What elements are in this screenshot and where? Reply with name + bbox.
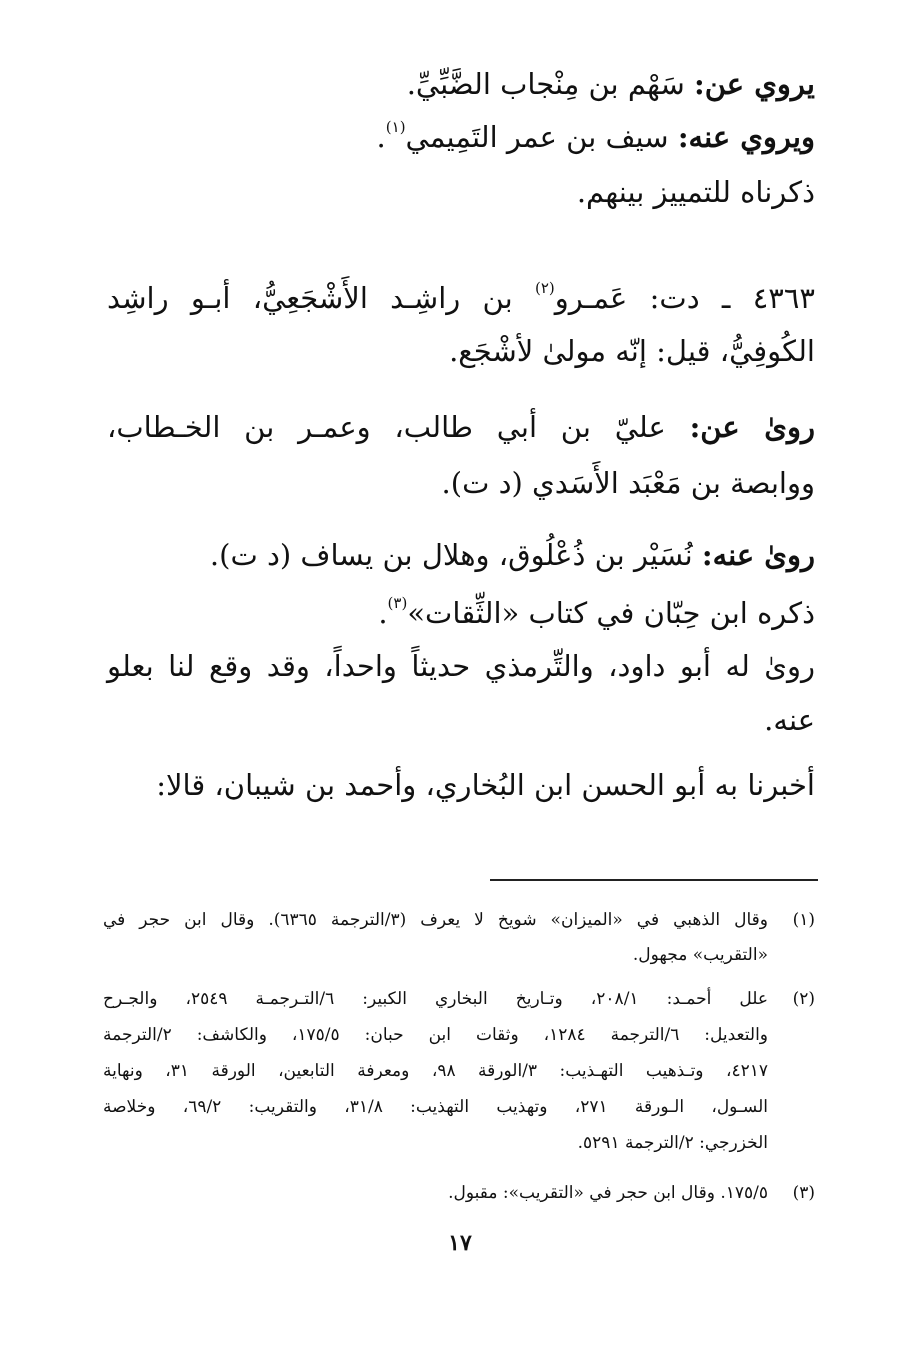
entry-name-rest: بن راشِـد الأَشْجَعِيُّ، أبـو راشِد — [107, 281, 513, 315]
rawa-an-line — [107, 407, 815, 447]
narrates-from-text: سَهْم بن مِنْجاب الضَّبِّيِّ. — [406, 67, 685, 101]
rawa-an-cont: ووابصة بن مَعْبَد الأَسَدي (د ت). — [441, 466, 815, 500]
footnote-3-line-1: ١٧٥/٥. وقال ابن حجر في «التقريب»: مقبول. — [448, 1183, 768, 1203]
entry-heading-cont: الكُوفِيُّ، قيل: إنّه مولىٰ لأشْجَع. — [449, 334, 815, 368]
anhu-line: عنه. — [764, 703, 815, 737]
rawa-lahu-line: روىٰ له أبو داود، والتِّرمذي حديثاً واحداً، وقد وقع لنا بعلو — [107, 649, 815, 683]
footnote-1-number: (١) — [792, 910, 815, 930]
narrates-from-line — [407, 64, 815, 104]
akhbarana-line: أخبرنا به أبو الحسن ابن البُخاري، وأحمد بن شيبان، قالا: — [156, 768, 815, 802]
footnote-1-line-2: «التقريب» مجهول. — [632, 945, 768, 965]
footnote-2-line-2: والتعديل: ٦/الترجمة ١٢٨٤، وثقات ابن حبان: ١٧٥/٥، والكاشف: ٢/الترجمة — [103, 1025, 768, 1045]
rawa-an-text: عليّ بن أبي طالب، وعمـر بن الخـطاب، — [107, 410, 666, 444]
narrates-from-label: يروي عن: — [694, 67, 815, 101]
footnote-ref-2: (٢) — [535, 279, 555, 298]
thiqat-text: ذكره ابن حِبّان في كتاب «الثِّقات» — [407, 596, 815, 630]
period: . — [376, 120, 386, 154]
thiqat-line — [378, 593, 815, 633]
rawa-anhu-text: نُسَيْر بن ذُعْلُوق، وهلال بن يساف (د ت). — [209, 538, 693, 572]
footnote-2-line-3: ٤٢١٧، وتـذهيب التهـذيب: ٣/الورقة ٩٨، ومعرفة التابعين، الورقة ٣١، ونهاية — [103, 1061, 768, 1081]
period: . — [378, 596, 388, 630]
footnote-2-line-5: الخزرجي: ٢/الترجمة ٥٢٩١. — [577, 1133, 768, 1153]
footnote-separator — [490, 879, 818, 881]
narrated-by-label: ويروي عنه: — [677, 120, 815, 154]
narrated-by-line — [377, 117, 815, 157]
footnote-2-line-4: السـول، الـورقة ٢٧١، وتهذيب التهذيب: ٣١/٨، والتقريب: ٦٩/٢، وخلاصة — [103, 1097, 768, 1117]
footnote-2-number: (٢) — [792, 989, 815, 1009]
footnote-2-line-1: علل أحمـد: ٢٠٨/١، وتـاريخ البخاري الكبير: ٦/التـرجمـة ٢٥٤٩، والجـرح — [103, 989, 768, 1009]
rawa-anhu-label: روىٰ عنه: — [701, 538, 815, 572]
mention-note: ذكرناه للتمييز بينهم. — [576, 175, 815, 209]
rawa-an-label: روىٰ عن: — [689, 410, 815, 444]
entry-number-name: ٤٣٦٣ ـ دت: عَمـرو — [554, 281, 815, 315]
narrated-by-text: سيف بن عمر التَمِيمي — [405, 120, 669, 154]
page-number: ١٧ — [448, 1230, 472, 1256]
footnote-3-number: (٣) — [792, 1183, 815, 1203]
footnote-ref-3: (٣) — [387, 594, 408, 613]
footnote-ref-1: (١) — [385, 118, 406, 137]
rawa-anhu-line — [210, 535, 815, 575]
entry-heading — [107, 278, 815, 318]
footnote-1-line-1: وقال الذهبي في «الميزان» شويخ لا يعرف (٣/الترجمة ٦٣٦٥). وقال ابن حجر في — [103, 910, 769, 930]
